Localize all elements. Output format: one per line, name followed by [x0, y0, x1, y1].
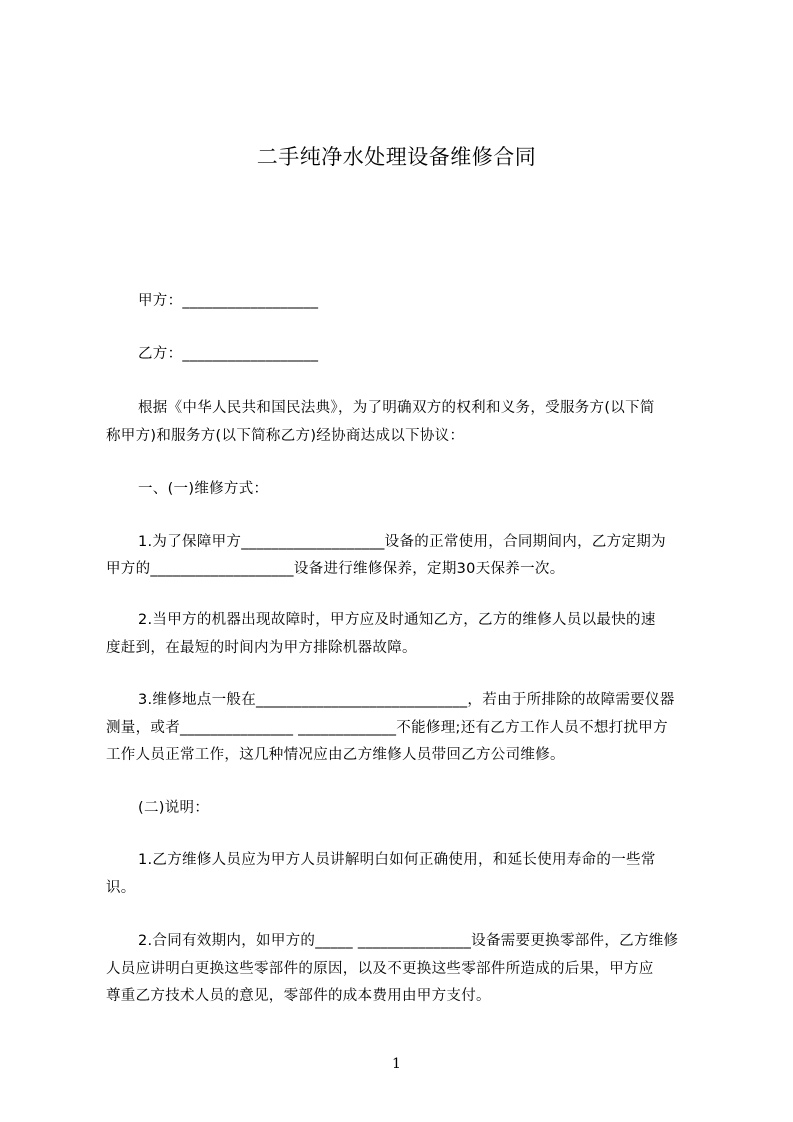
note-2-line-3: 尊重乙方技术人员的意见，零部件的成本费用由甲方支付。: [106, 988, 491, 1004]
section-2-heading: (二)说明：: [138, 800, 210, 816]
note-2-line-2: 人员应讲明白更换这些零部件的原因，以及不更换这些零部件所造成的后果，甲方应: [106, 961, 654, 977]
intro-paragraph-line-2: 称甲方)和服务方(以下简称乙方)经协商达成以下协议：: [106, 428, 465, 444]
item-1-line-2: 甲方的___________________设备进行维修保养，定期30天保养一次。: [106, 561, 565, 577]
item-1-line-1: 1.为了保障甲方___________________设备的正常使用，合同期间内，乙方定期为: [138, 534, 666, 550]
note-1-line-1: 1.乙方维修人员应为甲方人员讲解明白如何正确使用，和延长使用寿命的一些常: [138, 852, 656, 868]
intro-paragraph-line-1: 根据《中华人民共和国民法典》，为了明确双方的权利和义务，受服务方(以下简: [138, 400, 655, 416]
party-b-line: 乙方：__________________: [138, 346, 319, 362]
item-3-line-2: 测量，或者_______________ _____________不能修理;还有乙方工作人员不想打扰甲方: [106, 720, 668, 736]
contract-title: 二手纯净水处理设备维修合同: [256, 145, 537, 169]
item-3-line-1: 3.维修地点一般在____________________________，若由于所排除的故障需要仪器: [138, 692, 675, 708]
section-1-heading: 一、(一)维修方式：: [138, 481, 269, 497]
item-2-line-2: 度赶到，在最短的时间内为甲方排除机器故障。: [106, 640, 417, 656]
item-2-line-1: 2.当甲方的机器出现故障时，甲方应及时通知乙方，乙方的维修人员以最快的速: [138, 612, 656, 628]
note-2-line-1: 2.合同有效期内，如甲方的_____ _______________设备需要更换零部件，乙方维修: [138, 933, 679, 949]
item-3-line-3: 工作人员正常工作，这几种情况应由乙方维修人员带回乙方公司维修。: [106, 747, 565, 763]
note-1-line-2: 识。: [106, 880, 136, 896]
page-number: 1: [392, 1056, 401, 1072]
party-a-line: 甲方：__________________: [138, 293, 319, 309]
